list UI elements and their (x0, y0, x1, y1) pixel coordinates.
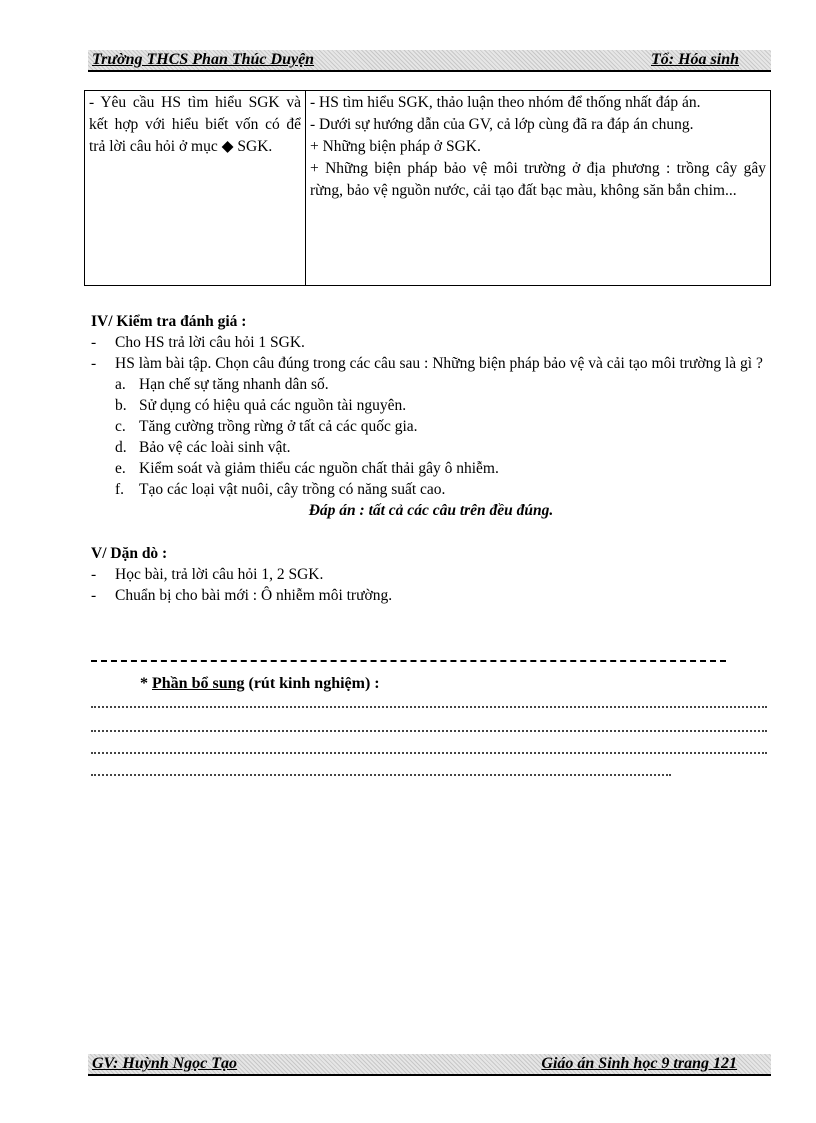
notes-line (91, 730, 767, 732)
option-text: Kiểm soát và giảm thiểu các nguồn chất thải gây ô nhiễm. (139, 460, 499, 477)
student-activity-cell (306, 91, 771, 286)
answer-key: Đáp án : tất cả các câu trên đều đúng. (308, 502, 554, 519)
teacher-activity-text: - Yêu cầu HS tìm hiểu SGK và kết hợp với hiểu biết vốn có để trả lời câu hỏi ở mục ◆ SGK. (89, 94, 301, 155)
supplement-label: Phần bổ sung (152, 675, 245, 692)
option-item: a. Hạn chế sự tăng nhanh dân số. (115, 376, 329, 393)
option-item: f. Tạo các loại vật nuôi, cây trồng có năng suất cao. (115, 481, 446, 498)
table-row (85, 91, 771, 286)
teacher-activity-cell (85, 91, 306, 286)
section-homework (91, 543, 771, 606)
notes-line (91, 706, 767, 708)
school-name: Trường THCS Phan Thúc Duyện (92, 51, 315, 68)
option-text: Hạn chế sự tăng nhanh dân số. (139, 376, 329, 393)
option-text: Tăng cường trồng rừng ở tất cả các quốc gia. (139, 418, 418, 435)
student-activity-line: - Dưới sự hướng dẫn của GV, cả lớp cùng đã ra đáp án chung. (310, 116, 694, 133)
supplement-heading: * Phần bổ sung (rút kinh nghiệm) : (140, 675, 380, 692)
department-name: Tổ: Hóa sinh (650, 51, 739, 68)
activity-table (84, 90, 771, 286)
teacher-name: GV: Huỳnh Ngọc Tạo (92, 1055, 238, 1072)
answer-options (91, 374, 771, 500)
page-header (88, 50, 771, 72)
option-item: e. Kiểm soát và giảm thiểu các nguồn chất thải gây ô nhiễm. (115, 460, 499, 477)
option-text: Bảo vệ các loài sinh vật. (139, 439, 291, 456)
student-activity-line: + Những biện pháp bảo vệ môi trường ở địa phương : trồng cây gây rừng, bảo vệ nguồn nước, cải tạo đất bạc màu, không săn bắn chim... (310, 160, 766, 199)
option-item: b. Sử dụng có hiệu quả các nguồn tài nguyên. (115, 397, 407, 414)
list-item: - Chuẩn bị cho bài mới : Ô nhiễm môi trường. (91, 585, 771, 606)
section-assessment (91, 311, 771, 521)
student-activity-line: - HS tìm hiểu SGK, thảo luận theo nhóm để thống nhất đáp án. (310, 94, 701, 111)
list-item: - Học bài, trả lời câu hỏi 1, 2 SGK. (91, 564, 771, 585)
list-item: - HS làm bài tập. Chọn câu đúng trong các câu sau : Những biện pháp bảo vệ và cải tạo môi trường là gì ? (91, 353, 771, 374)
page-number: Giáo án Sinh học 9 trang 121 (541, 1055, 737, 1072)
page-footer (88, 1054, 771, 1076)
student-activity-line: + Những biện pháp ở SGK. (310, 138, 481, 155)
option-text: Tạo các loại vật nuôi, cây trồng có năng suất cao. (139, 481, 446, 498)
dashed-separator (91, 660, 726, 662)
section-title: IV/ Kiểm tra đánh giá : (91, 313, 247, 330)
section-title: V/ Dặn dò : (91, 545, 168, 562)
option-item: d. Bảo vệ các loài sinh vật. (115, 439, 291, 456)
notes-line (91, 752, 767, 754)
notes-line (91, 774, 671, 776)
option-text: Sử dụng có hiệu quả các nguồn tài nguyên. (139, 397, 407, 414)
option-item: c. Tăng cường trồng rừng ở tất cả các quốc gia. (115, 418, 418, 435)
list-item: - Cho HS trả lời câu hỏi 1 SGK. (91, 332, 771, 353)
